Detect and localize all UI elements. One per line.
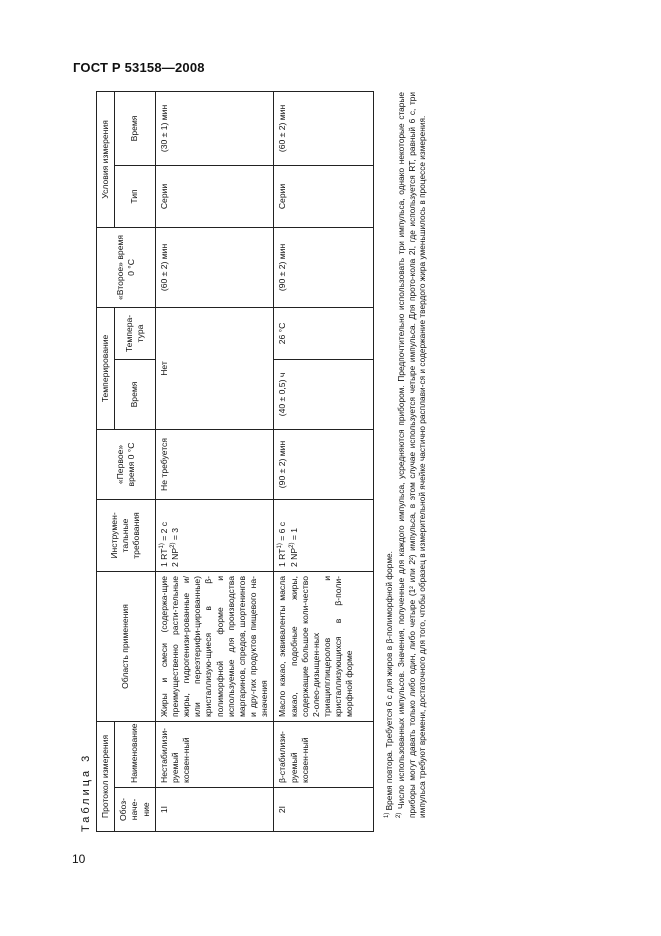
cell-first-time: (90 ± 2) мин xyxy=(274,429,374,499)
cell-temper-temp: 26 °С xyxy=(274,307,374,359)
instr-rt-value: = 6 с xyxy=(277,521,288,544)
instr-np-value: = 1 xyxy=(288,527,299,543)
footnote-2 xyxy=(396,92,428,832)
cell-second-time: (60 ± 2) мин xyxy=(155,227,274,307)
cell-instrument xyxy=(274,499,374,571)
cell-instrument xyxy=(155,499,274,571)
header-cond-type: Тип xyxy=(115,165,156,227)
instr-rt-label: 1 RT xyxy=(277,548,288,567)
table-caption: Таблица 3 xyxy=(80,752,92,832)
page-number: 10 xyxy=(72,852,86,866)
cell-scope: Жиры и смеси (содержа-щие преимущественно расти-тельные жиры, гидрогенизи-рованные и/или переэтерифи-цированные) кристаллизую-щиеся в β-полиморфной форме и используемые для производства маргаринов, спредов, шортенингов и дру-гих продуктов пищевого на-значения xyxy=(155,571,274,721)
instr-np-sup: 2) xyxy=(170,542,176,548)
table-row xyxy=(155,91,274,831)
rotated-table-area xyxy=(80,92,480,832)
cell-name: β-стабилизи-руемый косвен-ный xyxy=(274,721,374,787)
cell-cond-type: Серии xyxy=(155,165,274,227)
instr-rt-value: = 2 с xyxy=(158,521,169,544)
header-designation: Обоз-наче-ние xyxy=(115,788,156,832)
instr-rt-sup: 1) xyxy=(158,543,165,549)
cell-cond-time: (60 ± 2) мин xyxy=(274,91,374,165)
cell-designation: 2I xyxy=(274,788,374,832)
header-first-time: «Первое» время 0 °С xyxy=(97,429,156,499)
instr-np-label: 2 NP xyxy=(169,547,180,567)
header-cond-time: Время xyxy=(115,91,156,165)
instr-np-label: 2 NP xyxy=(288,547,299,567)
cell-designation: 1I xyxy=(155,788,274,832)
instr-rt-sup: 1) xyxy=(277,543,284,549)
cell-second-time: (90 ± 2) мин xyxy=(274,227,374,307)
header-tempering: Темперирование xyxy=(97,307,115,429)
cell-first-time: Не требуется xyxy=(155,429,274,499)
cell-scope: Масло какао, эквиваленты масла какао, подобные жиры, содержащие большое коли-чество 2-олео-дизыщен-ных триацилглицеролов и кристаллизующихся в β-поли-морфной форме xyxy=(274,571,374,721)
footnote-1-mark: 1) xyxy=(384,812,391,818)
cell-temper-time: (40 ± 0,5) ч xyxy=(274,359,374,429)
header-name: Наименование xyxy=(115,721,156,787)
instr-np-sup: 2) xyxy=(288,542,295,548)
header-temper-time: Время xyxy=(115,359,156,429)
cell-cond-time: (30 ± 1) мин xyxy=(155,91,274,165)
header-temper-temp: Темпера-тура xyxy=(115,307,156,359)
instr-rt-label: 1 RT xyxy=(158,548,169,567)
header-conditions: Условия измерения xyxy=(97,91,115,227)
header-scope: Область применения xyxy=(97,571,156,721)
cell-name: Нестабилизи-руемый косвен-ный xyxy=(155,721,274,787)
footnote-2-mark: 2) xyxy=(396,812,403,818)
table-header-row-1 xyxy=(97,91,115,831)
header-instrument: Инструмен-тальные требования xyxy=(97,499,156,571)
cell-cond-type: Серии xyxy=(274,165,374,227)
table-footnotes xyxy=(384,92,429,832)
table-row xyxy=(274,91,374,831)
footnote-2-text: Число использованных импульсов. Значения, полученные для каждого импульса, усредняются прибором. Предпочтительно использовать три импульса, однако некоторые старые приборы могут давать только либо один, либо четыре (1² или 2²) импульса, в этом случае используется четыре импульса. Для прото-кола 2I, где используется RT, равный 6 с, три импульса требуют времени, достаточного для того, чтобы образец в измерительной ячейке частично расплави-ся и содержание твердого жира уменьшилось в процессе измерения. xyxy=(395,92,428,818)
header-second-time: «Второе» время 0 °С xyxy=(97,227,156,307)
footnote-1 xyxy=(384,92,395,832)
cell-tempering: Нет xyxy=(155,307,274,429)
instr-np-value: = 3 xyxy=(169,527,180,543)
measurement-protocol-table xyxy=(96,91,374,832)
document-header: ГОСТ Р 53158—2008 xyxy=(73,60,205,75)
header-protocol: Протокол измерения xyxy=(97,721,115,831)
footnote-1-text: Время повтора. Требуется 6 с для жиров в β-полиморфной форме. xyxy=(384,551,394,813)
